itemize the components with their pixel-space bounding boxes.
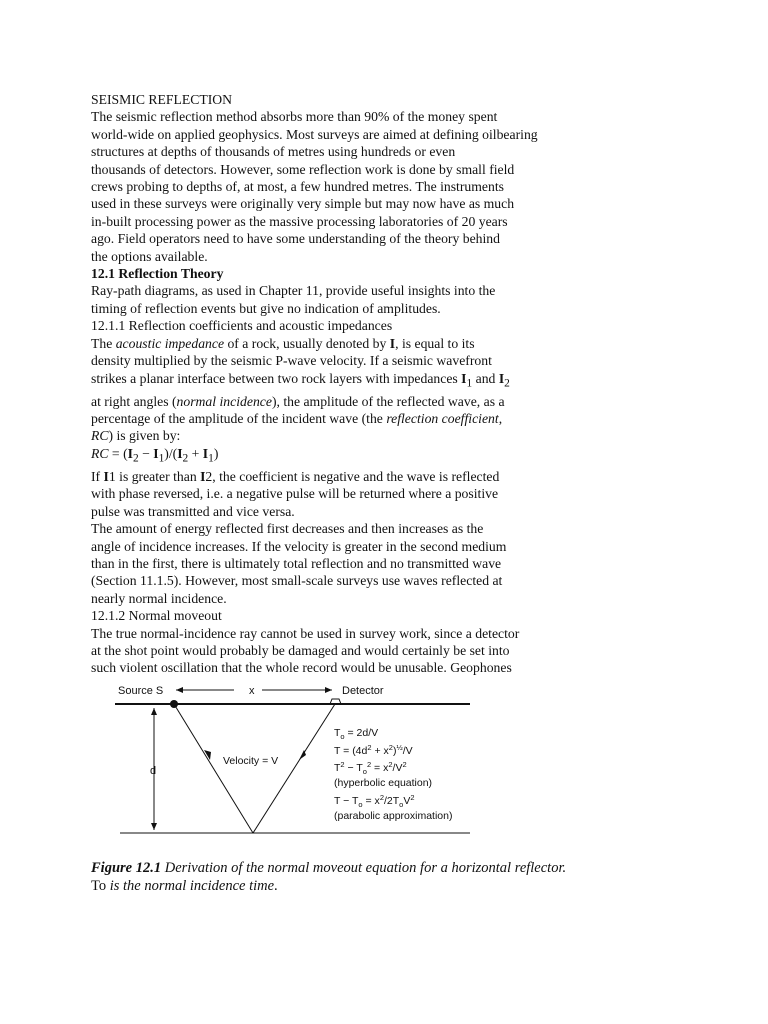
figure-12-1 xyxy=(110,680,480,845)
eq-part: = 2d/V xyxy=(344,727,379,739)
eq-superscript: 2 xyxy=(366,760,372,769)
velocity-label: Velocity = V xyxy=(223,755,279,767)
body-line xyxy=(91,427,711,444)
body-line: structures at depths of thousands of metres using hundreds or even xyxy=(91,144,456,160)
symbol-I: I xyxy=(202,445,209,461)
eq-part: = x xyxy=(371,762,389,774)
term-normal-incidence: normal incidence xyxy=(176,393,272,409)
subscript: 1 xyxy=(466,377,473,390)
symbol-I: I xyxy=(127,445,133,461)
body-text xyxy=(91,91,711,677)
text-run: 2, the coefficient is negative and the wave is reflected xyxy=(205,469,500,484)
hyperbolic-note: (hyperbolic equation) xyxy=(334,777,433,789)
eq-part: /V xyxy=(402,745,413,757)
body-line: The true normal-incidence ray cannot be used in survey work, since a detector xyxy=(91,625,520,641)
eq-superscript: 2 xyxy=(402,760,407,769)
formula-op: ) xyxy=(213,445,219,461)
body-line xyxy=(91,468,711,485)
eq-superscript: 2 xyxy=(388,760,393,769)
term-reflection-coefficient: reflection coefficient xyxy=(386,411,499,427)
eq-subscript: o xyxy=(340,732,345,741)
caption-text: Derivation of the normal moveout equation for a horizontal reflector. xyxy=(161,860,567,876)
body-line: pulse was transmitted and vice versa. xyxy=(91,503,295,519)
body-line: the options available. xyxy=(91,248,208,264)
reflected-ray xyxy=(253,704,335,833)
symbol-I: I xyxy=(153,445,159,461)
eq-part: V xyxy=(403,795,411,807)
body-line: angle of incidence increases. If the velocity is greater in the second medium xyxy=(91,538,507,554)
caption-text: . xyxy=(274,878,278,894)
eq-part: − T xyxy=(344,762,363,774)
text-run: The xyxy=(91,335,116,351)
normal-moveout-diagram xyxy=(110,680,480,840)
body-line: nearly normal incidence. xyxy=(91,590,227,606)
equation-normal-time xyxy=(334,727,378,741)
symbol-I: I xyxy=(461,370,467,386)
text-run: 1 is greater than xyxy=(108,469,201,484)
eq-superscript: 2 xyxy=(367,743,372,752)
symbol-I: I xyxy=(498,370,505,386)
eq-superscript: 2 xyxy=(340,760,345,769)
section-title: SEISMIC REFLECTION xyxy=(91,92,233,107)
text-run: of a rock, usually denoted by xyxy=(224,335,390,351)
formula-op: − xyxy=(138,445,154,461)
body-line: such violent oscillation that the whole record would be unusable. Geophones xyxy=(91,660,512,676)
eq-part: + x xyxy=(371,745,389,757)
eq-subscript: o xyxy=(399,800,404,809)
symbol-I: I xyxy=(177,445,183,461)
detector-label: Detector xyxy=(342,685,384,697)
body-line: with phase reversed, i.e. a negative pulse will be returned where a positive xyxy=(91,486,499,502)
subscript: 1 xyxy=(208,452,214,465)
body-line: used in these surveys were originally very simple but may now have as much xyxy=(91,196,515,212)
depth-label: d xyxy=(150,765,157,777)
symbol-I: I xyxy=(200,469,206,484)
body-line: in-built processing power as the massive processing laboratories of 20 years xyxy=(91,213,508,229)
heading-12-1-1: 12.1.1 Reflection coefficients and acoustic impedances xyxy=(91,318,393,334)
heading-12-1: 12.1 Reflection Theory xyxy=(91,266,224,282)
body-line: world-wide on applied geophysics. Most surveys are aimed at defining oilbearing xyxy=(91,126,538,142)
text-run: , is equal to its xyxy=(395,335,475,351)
eq-part: /V xyxy=(392,762,403,774)
text-run: and xyxy=(472,370,499,386)
incident-ray xyxy=(174,704,253,833)
body-line: timing of reflection events but give no indication of amplitudes. xyxy=(91,300,441,316)
equation-travel-time xyxy=(334,743,413,757)
x-label: x xyxy=(249,685,255,697)
source-label: Source S xyxy=(118,685,164,697)
formula-lhs: RC xyxy=(91,445,109,461)
eq-part: T − T xyxy=(334,795,359,807)
text-run: If xyxy=(91,469,104,484)
symbol-I: I xyxy=(103,469,109,484)
eq-subscript: o xyxy=(358,800,363,809)
body-line: than in the first, there is ultimately total reflection and no transmitted wave xyxy=(91,556,502,572)
formula-op: )/( xyxy=(164,445,178,461)
body-line: thousands of detectors. However, some reflection work is done by small field xyxy=(91,161,515,177)
body-line: at the shot point would probably be damaged and would certainly be set into xyxy=(91,643,510,659)
eq-superscript: 2 xyxy=(388,743,393,752)
subscript: 2 xyxy=(132,452,139,465)
eq-part: T xyxy=(334,727,341,739)
eq-part: T xyxy=(334,762,341,774)
rc-formula xyxy=(91,445,711,468)
body-line: ago. Field operators need to have some understanding of the theory behind xyxy=(91,231,500,247)
body-line: The seismic reflection method absorbs more than 90% of the money spent xyxy=(91,109,498,125)
eq-superscript: ½ xyxy=(396,743,403,752)
symbol-I: I xyxy=(389,335,396,351)
text-run: ), the amplitude of the reflected wave, as a xyxy=(271,393,505,409)
term-rc: RC xyxy=(91,428,109,444)
body-line xyxy=(91,393,711,410)
figure-caption xyxy=(91,859,711,895)
eq-part: /2T xyxy=(383,795,400,807)
equation-parabolic xyxy=(334,793,415,809)
eq-part: ) xyxy=(392,745,397,757)
figure-label: Figure 12.1 xyxy=(91,860,162,876)
caption-line xyxy=(91,859,711,877)
subscript: 2 xyxy=(182,452,189,465)
body-line: crews probing to depths of, at most, a few hundred metres. The instruments xyxy=(91,179,504,195)
text-run: strikes a planar interface between two rock layers with impedances xyxy=(91,370,462,386)
caption-symbol: To xyxy=(91,878,107,894)
term-acoustic-impedance: acoustic impedance xyxy=(115,335,225,351)
text-run: at right angles ( xyxy=(91,393,177,409)
formula-op: + xyxy=(188,445,203,461)
formula-op: = ( xyxy=(108,445,128,461)
equation-hyperbolic xyxy=(334,760,407,776)
body-line xyxy=(91,410,711,427)
text-run: ) is given by: xyxy=(108,428,181,444)
caption-text: is the normal incidence time xyxy=(106,878,275,894)
eq-part: T = (4d xyxy=(334,745,368,757)
text-run: , xyxy=(498,411,503,427)
eq-superscript: 2 xyxy=(379,793,384,802)
body-line: The amount of energy reflected first decreases and then increases as the xyxy=(91,521,484,537)
body-line: Ray-path diagrams, as used in Chapter 11, provide useful insights into the xyxy=(91,283,496,299)
subscript: 1 xyxy=(158,452,165,465)
eq-part: = x xyxy=(362,795,380,807)
subscript: 2 xyxy=(504,377,510,390)
eq-subscript: o xyxy=(362,767,367,776)
body-line xyxy=(91,370,711,393)
text-run: percentage of the amplitude of the incident wave (the xyxy=(91,411,387,427)
body-line xyxy=(91,335,711,352)
parabolic-note: (parabolic approximation) xyxy=(334,810,453,822)
eq-superscript: 2 xyxy=(410,793,415,802)
body-line: (Section 11.1.5). However, most small-scale surveys use waves reflected at xyxy=(91,573,503,589)
body-line: density multiplied by the seismic P-wave velocity. If a seismic wavefront xyxy=(91,353,492,369)
heading-12-1-2: 12.1.2 Normal moveout xyxy=(91,608,222,624)
caption-line xyxy=(91,877,711,895)
